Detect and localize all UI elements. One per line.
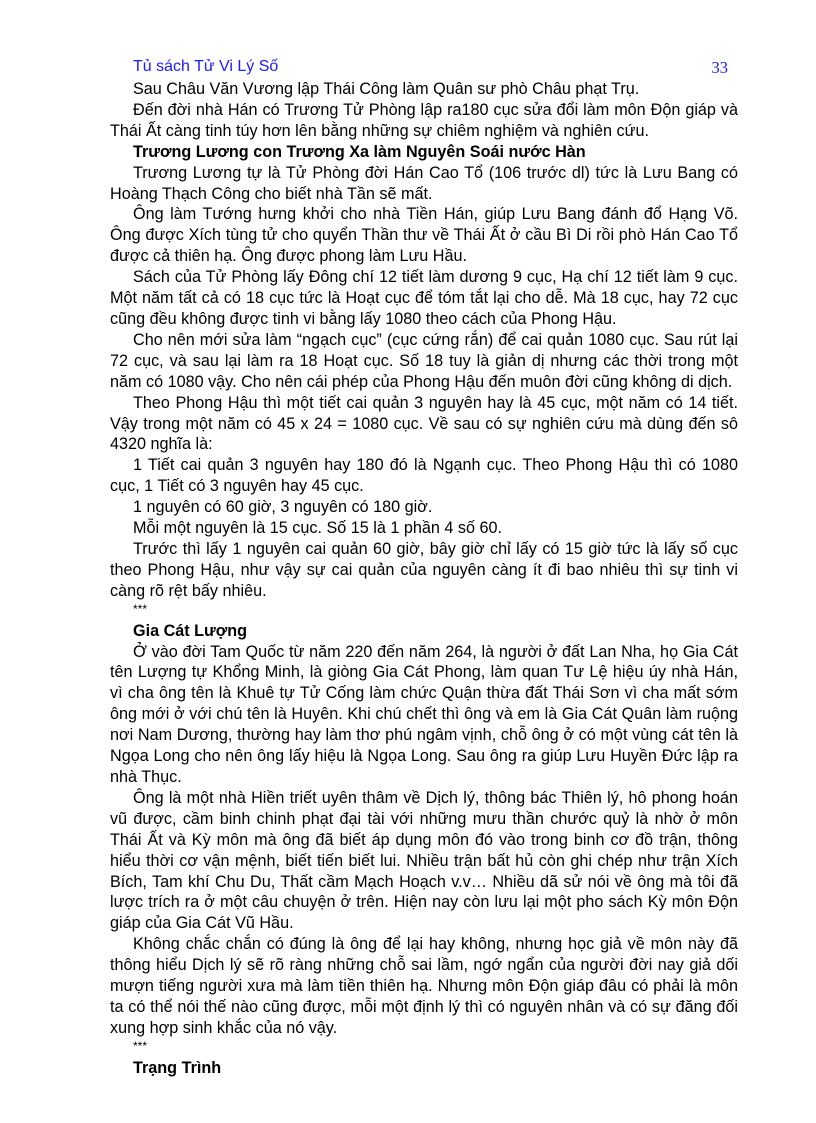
- paragraph: Không chắc chắn có đúng là ông để lại hay không, nhưng học giả về môn này đã thông hiểu Dịch lý sẽ rõ ràng những chỗ sai lầm, ngớ ngẩn của người đời nay giả dối mượn tiếng người xưa mà làm tiền thiên hạ. Nhưng môn Độn giáp đâu có phải là môn ta có thể nói thế nào cũng được, mỗi một định lý thì có nguyên nhân và có sự đăng đối xung hợp sinh khắc của nó vậy.: [110, 935, 738, 1037]
- paragraph: Ở vào đời Tam Quốc từ năm 220 đến năm 264, là người ở đất Lan Nha, họ Gia Cát tên Lượng tự Khổng Minh, là giòng Gia Cát Phong, làm quan Tư Lệ hiệu úy nhà Hán, vì cha ông tên là Khuê tự Tử Cống làm chức Quận thừa đất Thái Sơn vì cha mất sớm ông mới ở với chú tên là Huyên. Khi chú chết thì ông và em là Gia Cát Quân làm ruộng nơi Nam Dương, thường hay làm thơ phú ngâm vịnh, chỗ ông ở có một vùng cát tên là Ngọa Long cho nên ông lấy hiệu là Ngọa Long. Sau ông ra giúp Lưu Huyền Đức lập ra nhà Thục.: [110, 642, 738, 786]
- paragraph: Cho nên mới sửa làm “ngạch cục” (cục cứng rắn) để cai quản 1080 cục. Sau rút lại 72 cục, và sau lại làm ra 18 Hoạt cục. Số 18 tuy là giản dị nhưng các thời trong một năm có 1080 vậy. Cho nên cái phép của Phong Hậu đến muôn đời cũng không di dịch.: [110, 330, 738, 391]
- section-heading-gia-cat-luong: Gia Cát Lượng: [133, 621, 248, 640]
- paragraph: Trương Lương tự là Tử Phòng đời Hán Cao Tổ (106 trước dl) tức là Lưu Bang có Hoàng Thạch Công cho biết nhà Tần sẽ mất.: [110, 163, 738, 203]
- paragraph: Theo Phong Hậu thì một tiết cai quản 3 nguyên hay là 45 cục, một năm có 14 tiết. Vậy trong một năm có 45 x 24 = 1080 cục. Về sau có sự nghiên cứu mà dùng đến sô 4320 nghĩa là:: [110, 393, 738, 454]
- book-title: Tủ sách Tử Vi Lý Số: [133, 58, 279, 75]
- paragraph: Đến đời nhà Hán có Trương Tử Phòng lập ra180 cục sửa đổi làm môn Độn giáp và Thái Ất càng tinh túy hơn lên bằng những sự chiêm nghiệm và nghiên cứu.: [110, 100, 738, 140]
- paragraph: Mỗi một nguyên là 15 cục. Số 15 là 1 phần 4 số 60.: [133, 519, 502, 538]
- page-number: 33: [711, 58, 728, 77]
- page-body: [110, 79, 738, 1079]
- paragraph: 1 Tiết cai quản 3 nguyên hay 180 đó là Ngạnh cục. Theo Phong Hậu thì có 1080 cục, 1 Tiết có 3 nguyên hay 45 cục.: [110, 456, 738, 496]
- paragraph: Ông là một nhà Hiền triết uyên thâm về Dịch lý, thông bác Thiên lý, hô phong hoán vũ được, cầm binh chinh phạt đại tài với những mưu thần chước quỷ là nhờ ở môn Thái Ất và Kỳ môn mà ông đã biết áp dụng môn đó vào trong binh cơ đồ trận, thông hiểu thời cơ vận mệnh, biết tiến biết lui. Nhiều trận bất hủ còn ghi chép như trận Xích Bích, Tam khí Chu Du, Thất cầm Mạch Hoạch v.v… Nhiều dã sử nói về ông mà tôi đã lược trích ra ở một câu chuyện ở trên. Hiện nay còn lưu lại một pho sách Kỳ môn Độn giáp của Gia Cát Vũ Hầu.: [110, 788, 738, 933]
- section-separator: ***: [133, 1038, 148, 1053]
- paragraph: 1 nguyên có 60 giờ, 3 nguyên có 180 giờ.: [133, 498, 433, 517]
- paragraph: Ông làm Tướng hưng khởi cho nhà Tiền Hán, giúp Lưu Bang đánh đổ Hạng Võ. Ông được Xích tùng tử cho quyển Thần thư về Thái Ất ở cầu Bì Di rồi phò Hán Cao Tổ được cả thiên hạ. Ông được phong làm Lưu Hầu.: [110, 205, 738, 266]
- section-separator: ***: [133, 601, 148, 616]
- paragraph: Sau Châu Văn Vương lập Thái Công làm Quân sư phò Châu phạt Trụ.: [133, 80, 640, 98]
- paragraph: Trước thì lấy 1 nguyên cai quản 60 giờ, bây giờ chỉ lấy có 15 giờ tức là lấy số cục theo Phong Hậu, như vậy sự cai quản của nguyên càng ít đi bao nhiêu thì sự tinh vi càng rõ rệt bấy nhiêu.: [110, 539, 738, 600]
- section-heading-trang-trinh: Trạng Trình: [133, 1058, 222, 1077]
- section-heading-truong-luong: Trương Lương con Trương Xa làm Nguyên Soái nước Hàn: [133, 142, 586, 161]
- paragraph: Sách của Tử Phòng lấy Đông chí 12 tiết làm dương 9 cục, Hạ chí 12 tiết làm 9 cục. Một năm tất cả có 18 cục tức là Hoạt cục để tóm tắt lại cho dễ. Mà 18 cục, hay 72 cục cũng đều không được tinh vi bằng lấy 1080 theo cách của Phong Hậu.: [110, 268, 738, 328]
- page-header: [133, 58, 728, 80]
